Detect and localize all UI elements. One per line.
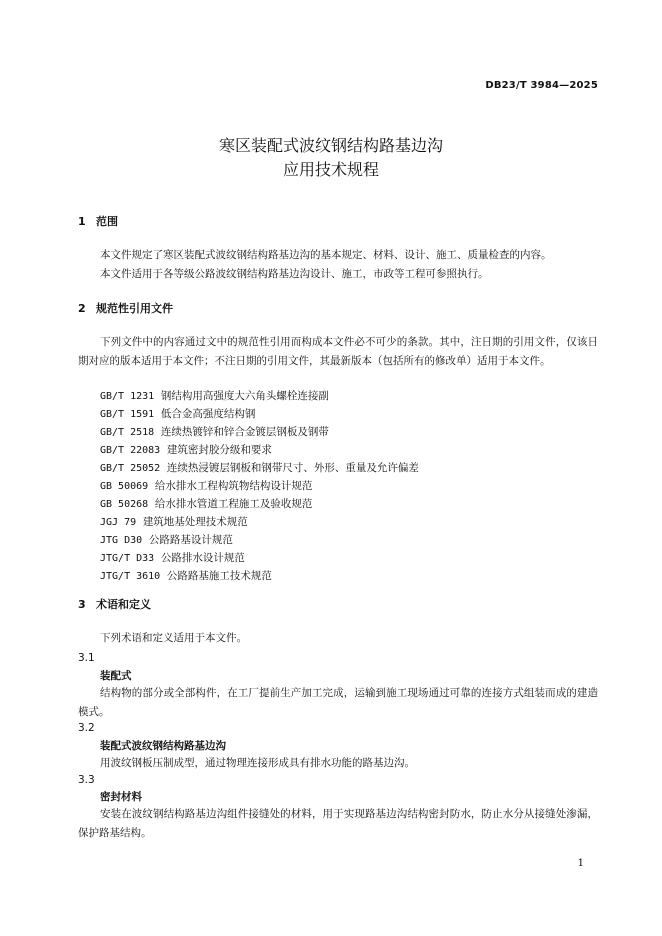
reference-code: GB 50268	[100, 499, 149, 510]
reference-item	[100, 459, 419, 478]
section-3-heading	[78, 597, 151, 613]
reference-item	[100, 423, 329, 442]
section-3-intro: 下列术语和定义适用于本文件。	[100, 632, 247, 644]
term-definition: 用波纹钢板压制成型，通过物理连接形成具有排水功能的路基边沟。	[100, 757, 415, 769]
reference-code: JGJ 79	[100, 517, 137, 528]
reference-title: 公路路基施工技术规范	[166, 570, 272, 582]
reference-item	[100, 567, 272, 586]
term-definition: 安装在波纹钢结构路基边沟组件接缝处的材料，用于实现路基边沟结构密封防水，防止水分从接缝处渗漏，保护路基结构。	[78, 808, 598, 839]
term-definition: 结构物的部分或全部构件，在工厂提前生产加工完成，运输到施工现场通过可靠的连接方式组装而成的建造模式。	[78, 687, 598, 718]
term-number: 3.1	[78, 652, 95, 664]
term-number: 3.2	[78, 722, 95, 734]
reference-code: GB 50069	[100, 481, 149, 492]
reference-title: 建筑密封胶分级和要求	[166, 444, 272, 456]
section-3-title: 术语和定义	[96, 598, 151, 611]
title-line-2: 应用技术规程	[282, 160, 379, 179]
reference-title: 公路排水设计规范	[160, 552, 245, 564]
reference-title: 连续热镀锌和锌合金镀层钢板及钢带	[160, 426, 329, 438]
reference-title: 给水排水工程构筑物结构设计规范	[154, 480, 313, 492]
reference-title: 建筑地基处理技术规范	[142, 516, 248, 528]
reference-title: 公路路基设计规范	[148, 534, 233, 546]
title-line-1: 寒区装配式波纹钢结构路基边沟	[218, 136, 443, 155]
document-title	[0, 134, 662, 182]
section-2-heading	[78, 301, 173, 317]
reference-item	[100, 387, 329, 406]
reference-item	[100, 513, 248, 532]
reference-item	[100, 405, 255, 424]
reference-item	[100, 549, 245, 568]
term-number: 3.3	[78, 774, 95, 786]
reference-title: 连续热浸镀层钢板和钢带尺寸、外形、重量及允许偏差	[166, 462, 419, 474]
section-2-intro: 下列文件中的内容通过文中的规范性引用而构成本文件必不可少的条款。其中，注日期的引用文件，仅该日期对应的版本适用于本文件；不注日期的引用文件，其最新版本（包括所有的修改单）适用于本文件。	[78, 336, 598, 367]
reference-item	[100, 477, 312, 496]
term-name: 装配式波纹钢结构路基边沟	[100, 740, 226, 752]
reference-code: GB/T 1231	[100, 391, 155, 402]
reference-title: 给水排水管道工程施工及验收规范	[154, 498, 313, 510]
reference-code: JTG/T 3610	[100, 571, 161, 582]
section-3-number: 3	[78, 598, 86, 611]
section-1-heading	[78, 214, 118, 230]
page-number: 1	[577, 858, 584, 869]
reference-title: 低合金高强度结构钢	[160, 408, 256, 420]
term-name: 密封材料	[100, 791, 142, 803]
section-2-number: 2	[78, 302, 86, 315]
section-1-para-2: 本文件适用于各等级公路波纹钢结构路基边沟设计、施工，市政等工程可参照执行。	[100, 268, 489, 280]
reference-item	[100, 495, 312, 514]
reference-code: GB/T 22083	[100, 445, 161, 456]
reference-item	[100, 531, 233, 550]
reference-code: JTG/T D33	[100, 553, 155, 564]
section-1-title: 范围	[96, 215, 118, 228]
standard-code: DB23/T 3984—2025	[485, 80, 598, 91]
reference-code: JTG D30	[100, 535, 143, 546]
reference-code: GB/T 1591	[100, 409, 155, 420]
reference-title: 钢结构用高强度大六角头螺栓连接副	[160, 390, 329, 402]
section-1-number: 1	[78, 215, 86, 228]
section-2-title: 规范性引用文件	[96, 302, 173, 315]
section-1-para-1: 本文件规定了寒区装配式波纹钢结构路基边沟的基本规定、材料、设计、施工、质量检查的内容。	[100, 249, 552, 261]
reference-code: GB/T 25052	[100, 463, 161, 474]
term-name: 装配式	[100, 670, 132, 682]
reference-code: GB/T 2518	[100, 427, 155, 438]
reference-item	[100, 441, 272, 460]
